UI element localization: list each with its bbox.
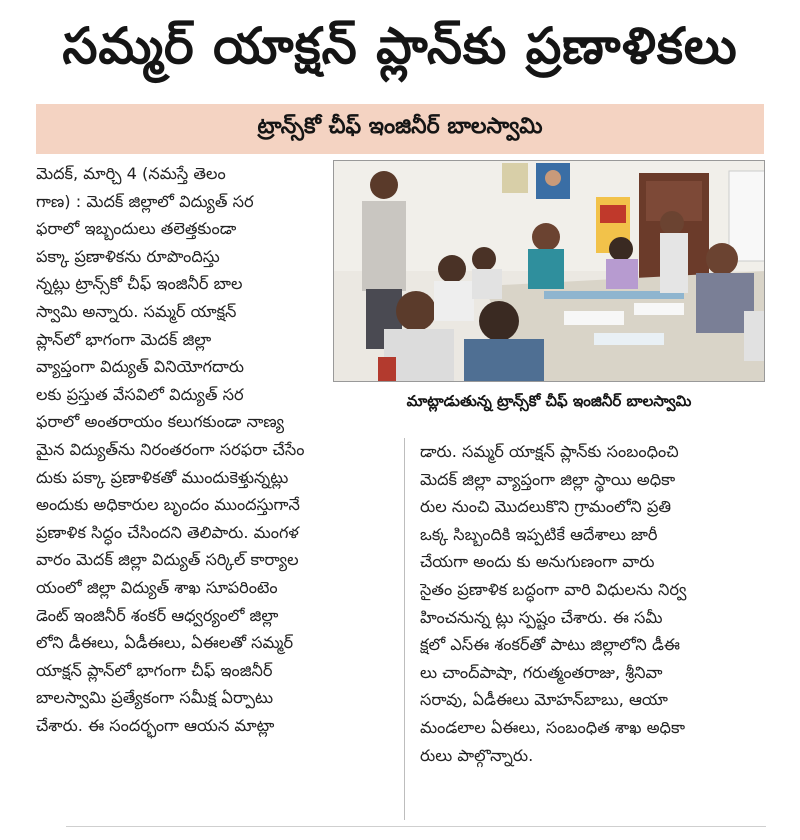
right-column-line: మెదక్ జిల్లా వ్యాప్తంగా జిల్లా స్థాయి అధికా bbox=[420, 469, 676, 489]
left-column-line: లోని డీఈలు, ఏడీఈలు, ఏఈలతో సమ్మర్ bbox=[36, 633, 294, 653]
left-column-line: పక్కా ప్రణాళికను రూపొందిస్తు bbox=[36, 246, 220, 266]
headline: సమ్మర్ యాక్షన్ ప్లాన్‌కు ప్రణాళికలు bbox=[62, 16, 738, 75]
right-column-line: డారు. సమ్మర్ యాక్షన్ ప్లాన్‌కు సంబంధించి bbox=[420, 442, 679, 461]
left-column-line: దుకు పక్కా ప్రణాళికతో ముందుకెళ్తున్నట్లు bbox=[36, 467, 289, 487]
right-column-line: రులు పాల్గొన్నారు. bbox=[420, 745, 534, 765]
left-column-line: ఫరాలో అంతరాయం కలుగకుండా నాణ్య bbox=[36, 412, 285, 432]
article-photo bbox=[333, 160, 765, 382]
right-column-line: క్షలో ఎస్ఈ శంకర్‌తో పాటు జిల్లాలోని డీఈ bbox=[420, 635, 681, 655]
left-column-line: మైన విద్యుత్‌ను నిరంతరంగా సరఫరా చేసేం bbox=[36, 439, 305, 459]
left-column-line: ప్లాన్‌లో భాగంగా మెదక్ జిల్లా bbox=[36, 329, 212, 349]
right-column-line: చేయగా అందు కు అనుగుణంగా వారు bbox=[420, 552, 655, 572]
left-column-line: బాలస్వామి ప్రత్యేకంగా సమీక్ష ఏర్పాటు bbox=[36, 688, 274, 708]
right-column-line: సరావు, ఏడీఈలు మోహన్‌బాబు, ఆయా bbox=[420, 690, 668, 710]
column-divider bbox=[404, 438, 405, 820]
left-column-line: లకు ప్రస్తుత వేసవిలో విద్యుత్ సర bbox=[36, 384, 244, 404]
left-column-line: ప్రణాళిక సిద్ధం చేసిందని తెలిపారు. మంగళ bbox=[36, 522, 299, 542]
bottom-rule bbox=[66, 826, 766, 827]
right-column-line: సైతం ప్రణాళిక బద్ధంగా వారి విధులను నిర్వ bbox=[420, 579, 687, 599]
right-column bbox=[420, 438, 766, 769]
left-column-line: డెంట్ ఇంజినీర్ శంకర్ ఆధ్వర్యంలో జిల్లా bbox=[36, 605, 279, 625]
right-column-line: ఒక్క సిబ్బందికి ఇప్పటికే ఆదేశాలు జారీ bbox=[420, 524, 658, 544]
left-column-line: వారం మెదక్ జిల్లా విద్యుత్ సర్కిల్ కార్యాల bbox=[36, 550, 299, 570]
photo-caption: మాట్లాడుతున్న ట్రాన్స్‌కో చీఫ్ ఇంజినీర్ బాలస్వామి bbox=[406, 392, 692, 410]
left-column-line: అందుకు అధికారుల బృందం ముందస్తుగానే bbox=[36, 495, 300, 515]
right-column-line: మండలాల ఏఈలు, సంబంధిత శాఖ అధికా bbox=[420, 717, 685, 737]
right-column-line: లు చాంద్‌పాషా, గరుత్మంతరాజు, శ్రీనివా bbox=[420, 662, 663, 682]
right-column-line: రుల నుంచి మొదలుకొని గ్రామంలోని ప్రతి bbox=[420, 497, 672, 517]
left-column-line: న్నట్లు ట్రాన్స్‌కో చీఫ్ ఇంజినీర్ బాల bbox=[36, 274, 243, 294]
left-column-line: గాణ) : మెదక్ జిల్లాలో విద్యుత్ సర bbox=[36, 191, 254, 211]
left-column-line: యంలో జిల్లా విద్యుత్ శాఖ సూపరింటెం bbox=[36, 577, 278, 597]
subheadline: ట్రాన్స్‌కో చీఫ్ ఇంజినీర్ బాలస్వామి bbox=[36, 104, 764, 154]
right-column-line: హించనున్న ట్లు స్పష్టం చేశారు. ఈ సమీ bbox=[420, 607, 663, 627]
left-column-line: చేశారు. ఈ సందర్భంగా ఆయన మాట్లా bbox=[36, 715, 275, 735]
left-column-line: వ్యాప్తంగా విద్యుత్ వినియోగదారు bbox=[36, 357, 245, 377]
left-column-line: స్వామి అన్నారు. సమ్మర్ యాక్షన్ bbox=[36, 301, 237, 321]
left-column-line: యాక్షన్ ప్లాన్‌లో భాగంగా చీఫ్ ఇంజినీర్ bbox=[36, 660, 273, 680]
left-column-line: మెదక్, మార్చి 4 (నమస్తే తెలం bbox=[36, 164, 226, 183]
left-column-line: ఫరాలో ఇబ్బందులు తలెత్తకుండా bbox=[36, 219, 237, 239]
